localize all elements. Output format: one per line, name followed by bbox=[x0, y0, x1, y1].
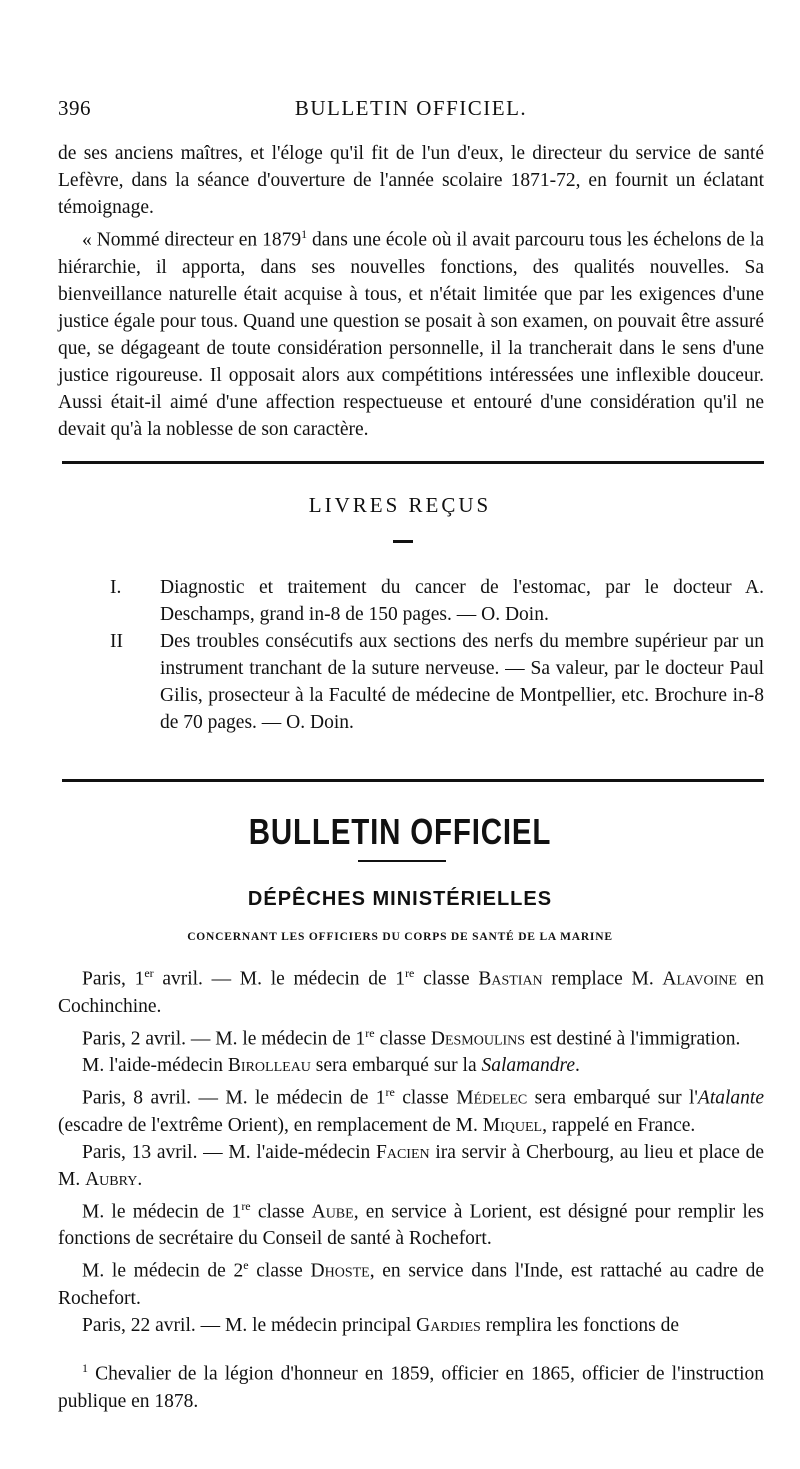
book-number: II bbox=[110, 631, 123, 652]
ordinal: re bbox=[365, 1025, 375, 1040]
entry-text: Paris, 1 bbox=[82, 968, 145, 990]
entry-5 bbox=[58, 1139, 764, 1193]
footnote-number: 1 bbox=[82, 1361, 88, 1375]
footnote-text bbox=[58, 1355, 764, 1415]
entry-text: , en service dans l'Inde, est rattaché au cadre de Rochefort. bbox=[58, 1260, 764, 1309]
officer-name: Alavoine bbox=[662, 968, 737, 990]
officer-name: Facien bbox=[376, 1141, 430, 1163]
ordinal: re bbox=[405, 966, 415, 980]
officer-name: Miquel bbox=[482, 1114, 543, 1136]
entry-text: . bbox=[575, 1055, 580, 1076]
ordinal: re bbox=[241, 1198, 251, 1213]
entry-text: ira servir à Cherbourg, au lieu et place de M. bbox=[58, 1141, 764, 1190]
page-number: 396 bbox=[58, 96, 91, 120]
entry-8 bbox=[58, 1312, 764, 1339]
book-item-1 bbox=[110, 574, 764, 628]
entry-text: avril. — M. le médecin de 1 bbox=[153, 968, 406, 990]
intro-paragraph-2 bbox=[58, 221, 764, 443]
officer-name: Dhoste bbox=[310, 1260, 370, 1282]
depeches-title: DÉPÊCHES MINISTÉRIELLES bbox=[247, 888, 553, 910]
bulletin-rule bbox=[358, 860, 446, 862]
livres-title: LIVRES REÇUS bbox=[308, 493, 492, 517]
intro-paragraph-1: de ses anciens maîtres, et l'éloge qu'il fit de l'un d'eux, le directeur du service de santé Lefèvre, dans la séance d'ouverture de l'année scolaire 1871-72, en fournit un éclatant témoignage. bbox=[58, 143, 764, 218]
concern-subtitle: CONCERNANT LES OFFICIERS DU CORPS DE SANTÉ DE LA MARINE bbox=[187, 931, 613, 943]
entry-7 bbox=[58, 1252, 764, 1312]
officer-name: Aube bbox=[311, 1201, 354, 1222]
entry-text: , en service à Lorient, est désigné pour remplir les fonctions de secrétaire du Conseil de santé à Rochefort. bbox=[58, 1201, 764, 1249]
ordinal: re bbox=[385, 1085, 395, 1099]
entry-text: classe bbox=[414, 968, 479, 990]
ship-name: Salamandre bbox=[481, 1055, 576, 1076]
entry-text: M. l'aide-médecin bbox=[82, 1055, 228, 1076]
entry-text: est destiné à l'immigration. bbox=[525, 1028, 741, 1049]
officer-name: Bastian bbox=[478, 968, 543, 990]
entry-text: sera embarqué sur la bbox=[310, 1055, 482, 1076]
officer-name: Gardies bbox=[416, 1314, 481, 1336]
bulletin-title: BULLETIN OFFICIEL bbox=[248, 811, 552, 852]
entry-text: . bbox=[137, 1168, 143, 1190]
entry-text: Paris, 22 avril. — M. le médecin principal bbox=[82, 1314, 417, 1336]
intro-paragraph-2-start: « Nommé directeur en 1879 bbox=[82, 229, 302, 251]
officer-name: Aubry bbox=[85, 1168, 138, 1190]
entry-text: Paris, 8 avril. — M. le médecin de 1 bbox=[82, 1087, 386, 1109]
entry-3 bbox=[58, 1052, 764, 1079]
entry-text: M. le médecin de 1 bbox=[82, 1201, 242, 1222]
officer-name: Desmoulins bbox=[430, 1028, 526, 1049]
entry-2 bbox=[58, 1020, 764, 1053]
page-header bbox=[58, 96, 764, 124]
entry-1 bbox=[58, 960, 764, 1020]
book-item-2 bbox=[110, 628, 764, 736]
intro-text bbox=[58, 140, 764, 443]
entry-text: remplace M. bbox=[542, 968, 663, 990]
entry-text: M. le médecin de 2 bbox=[82, 1260, 244, 1282]
entry-text: classe bbox=[394, 1087, 457, 1109]
ordinal: e bbox=[243, 1258, 249, 1272]
entry-text: (escadre de l'extrême Orient), en remplacement de M. bbox=[58, 1114, 483, 1136]
book-text: Des troubles consécutifs aux sections des nerfs du membre supérieur par un instrument tranchant de la suture nerveuse. — Sa valeur, par le docteur Paul Gilis, prosecteur à la Faculté de médecine de Montpellier, etc. Brochure in-8 de 70 pages. — O. Doin. bbox=[160, 631, 764, 733]
intro-paragraph-2-end: dans une école où il avait parcouru tous les échelons de la hiérarchie, il apporta, dans ses nouvelles fonctions, des qualités nouvelles. Sa bienveillance naturelle était acquise à tous, et n'était limitée que par les exigences d'une justice égale pour tous. Quand une question se posait à son examen, on pouvait être assuré que, se dégageant de toute considération personnelle, il la trancherait dans le sens d'une justice rigoureuse. Il opposait alors aux compétitions intéressées une inflexible douceur. Aussi était-il aimé d'une affection respectueuse et entouré d'une considération qu'il ne devait qu'à la noblesse de son caractère. bbox=[58, 229, 764, 440]
entry-text: remplira les fonctions de bbox=[480, 1314, 679, 1336]
entry-text: , rappelé en France. bbox=[542, 1114, 696, 1136]
entry-text: sera embarqué sur l' bbox=[527, 1087, 698, 1109]
entry-text: Paris, 2 avril. — M. le médecin de 1 bbox=[82, 1028, 366, 1049]
footnote-ref: 1 bbox=[301, 227, 308, 241]
footnote-body: Chevalier de la légion d'honneur en 1859, officier en 1865, officier de l'instruction publique en 1878. bbox=[58, 1363, 765, 1412]
depeches-text bbox=[58, 960, 764, 1339]
book-text: Diagnostic et traitement du cancer de l'estomac, par le docteur A. Deschamps, grand in-8 de 150 pages. — O. Doin. bbox=[160, 577, 764, 625]
running-title: BULLETIN OFFICIEL. bbox=[294, 96, 528, 120]
entry-6 bbox=[58, 1193, 764, 1253]
entry-4 bbox=[58, 1079, 764, 1139]
officer-name: Birolleau bbox=[227, 1055, 311, 1076]
entry-text: Paris, 13 avril. — M. l'aide-médecin bbox=[82, 1141, 377, 1163]
section-rule-top bbox=[62, 461, 764, 464]
entry-text: classe bbox=[374, 1028, 431, 1049]
entry-text: en Cochinchine. bbox=[58, 968, 764, 1017]
officer-name: Médelec bbox=[456, 1087, 528, 1109]
book-number: I. bbox=[110, 577, 122, 598]
footnote bbox=[58, 1355, 764, 1415]
section-rule-bottom bbox=[62, 779, 764, 782]
ship-name: Atalante bbox=[697, 1087, 764, 1109]
ordinal: er bbox=[144, 966, 154, 980]
livres-dash bbox=[393, 540, 413, 543]
entry-text: classe bbox=[248, 1260, 311, 1282]
entry-text: classe bbox=[250, 1201, 312, 1222]
